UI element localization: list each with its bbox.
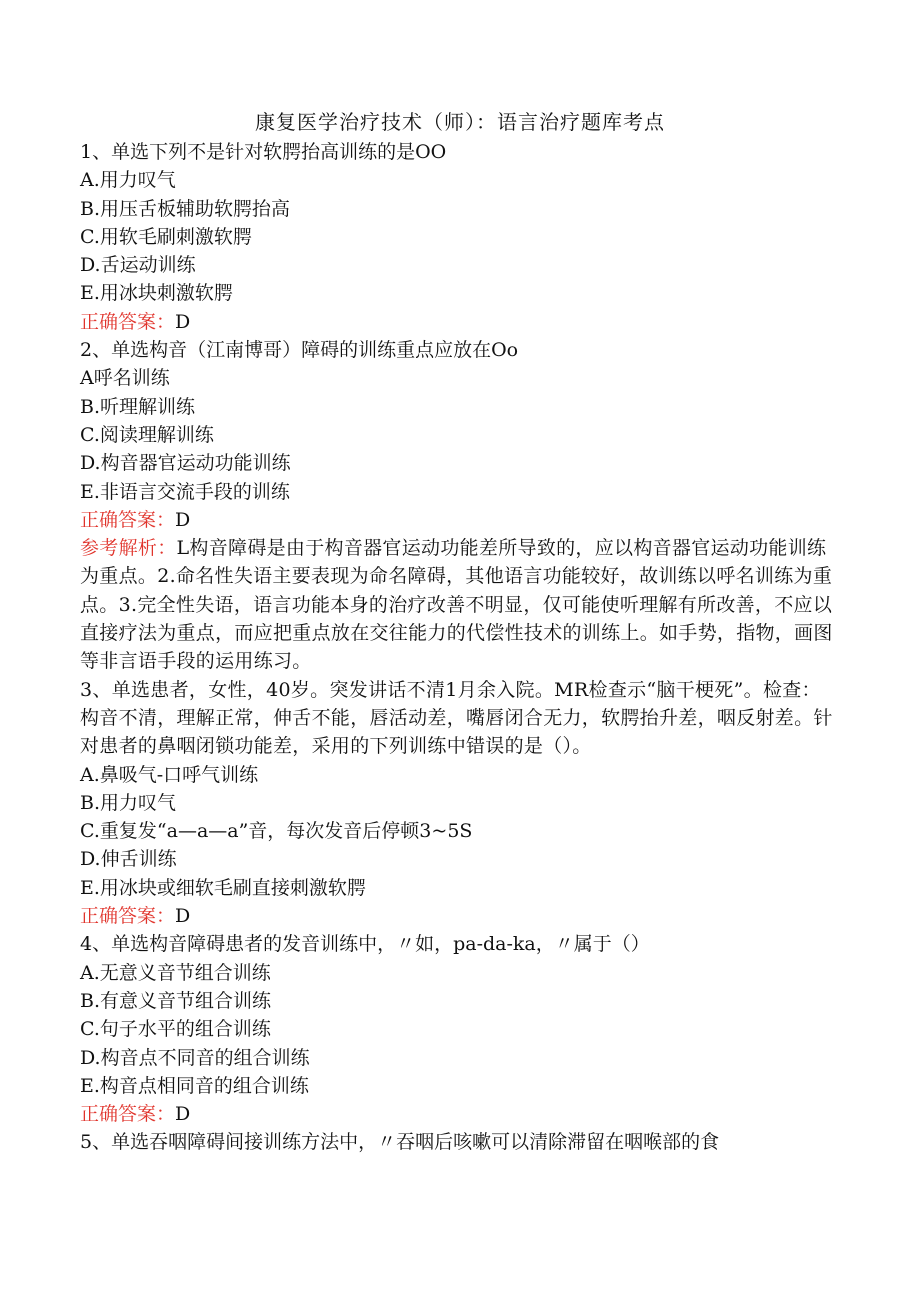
question-stem: 1、单选下列不是针对软腭抬高训练的是OO: [80, 141, 447, 163]
option-e: E.构音点相同音的组合训练: [80, 1074, 309, 1097]
option-a: A呼名训练: [80, 367, 170, 390]
option-e: E.用冰块刺激软腭: [80, 282, 233, 305]
question-stem: 5、单选吞咽障碍间接训练方法中，〃吞咽后咳嗽可以清除滞留在咽喉部的食: [80, 1131, 720, 1154]
option-d: D.舌运动训练: [80, 254, 196, 277]
option-b: B.用压舌板辅助软腭抬高: [80, 197, 291, 220]
question-list: [80, 138, 840, 1157]
correct-answer: [80, 506, 840, 534]
option-c: C.句子水平的组合训练: [80, 1018, 271, 1041]
option-d: D.构音点不同音的组合训练: [80, 1046, 310, 1069]
reference-analysis: [80, 534, 840, 675]
answer-value: D: [175, 310, 191, 333]
answer-value: D: [175, 508, 191, 531]
option-d: D.伸舌训练: [80, 848, 177, 871]
analysis-text: L构音障碍是由于构音器官运动功能差所导致的，应以构音器官运动功能训练为重点。2.命名性失语主要表现为命名障碍，其他语言功能较好，故训练以呼名训练为重点。3.完全性失语，语言功能本身的治疗改善不明显，仅可能使听理解有所改善，不应以直接疗法为重点，而应把重点放在交往能力的代偿性技术的训练上。如手势，指物，画图等非言语手段的运用练习。: [80, 537, 833, 673]
option-a: A.用力叹气: [80, 169, 176, 192]
answer-label: 正确答案：: [80, 905, 176, 928]
correct-answer: [80, 308, 840, 336]
option-c: C.重复发“a—a—a”音，每次发音后停顿3~5S: [80, 820, 473, 843]
answer-value: D: [175, 1103, 191, 1126]
option-b: B.有意义音节组合训练: [80, 989, 272, 1012]
option-e: E.非语言交流手段的训练: [80, 480, 290, 503]
question-5: [80, 1128, 840, 1156]
option-a: A.无意义音节组合训练: [80, 961, 271, 984]
option-e: E.用冰块或细软毛刷直接刺激软腭: [80, 876, 366, 899]
question-stem: 2、单选构音（江南博哥）障碍的训练重点应放在Oo: [80, 339, 519, 362]
answer-label: 正确答案：: [80, 1103, 176, 1126]
answer-value: D: [175, 905, 191, 928]
option-b: B.用力叹气: [80, 791, 177, 814]
correct-answer: [80, 1100, 840, 1128]
option-a: A.鼻吸气-口呼气训练: [80, 763, 259, 786]
option-c: C.用软毛刷刺激软腭: [80, 225, 252, 248]
answer-label: 正确答案：: [80, 310, 176, 333]
option-b: B.听理解训练: [80, 395, 196, 418]
answer-label: 正确答案：: [80, 508, 176, 531]
question-3: [80, 676, 840, 931]
question-4: [80, 930, 840, 1128]
analysis-label: 参考解析：: [80, 537, 177, 560]
document-title: 康复医学治疗技术（师）：语言治疗题库考点: [255, 110, 665, 134]
option-d: D.构音器官运动功能训练: [80, 452, 291, 475]
correct-answer: [80, 902, 840, 930]
question-2: [80, 336, 840, 676]
question-1: [80, 138, 840, 336]
question-stem: 3、单选患者，女性，40岁。突发讲话不清1月余入院。MR检查示“脑干梗死”。检查：构音不清，理解正常，伸舌不能，唇活动差，嘴唇闭合无力，软腭抬升差，咽反射差。针对患者的鼻咽闭锁功能差，采用的下列训练中错误的是（）。: [80, 678, 833, 758]
option-c: C.阅读理解训练: [80, 423, 214, 446]
question-stem: 4、单选构音障碍患者的发音训练中，〃如，pa-da-ka，〃属于（）: [80, 933, 650, 956]
